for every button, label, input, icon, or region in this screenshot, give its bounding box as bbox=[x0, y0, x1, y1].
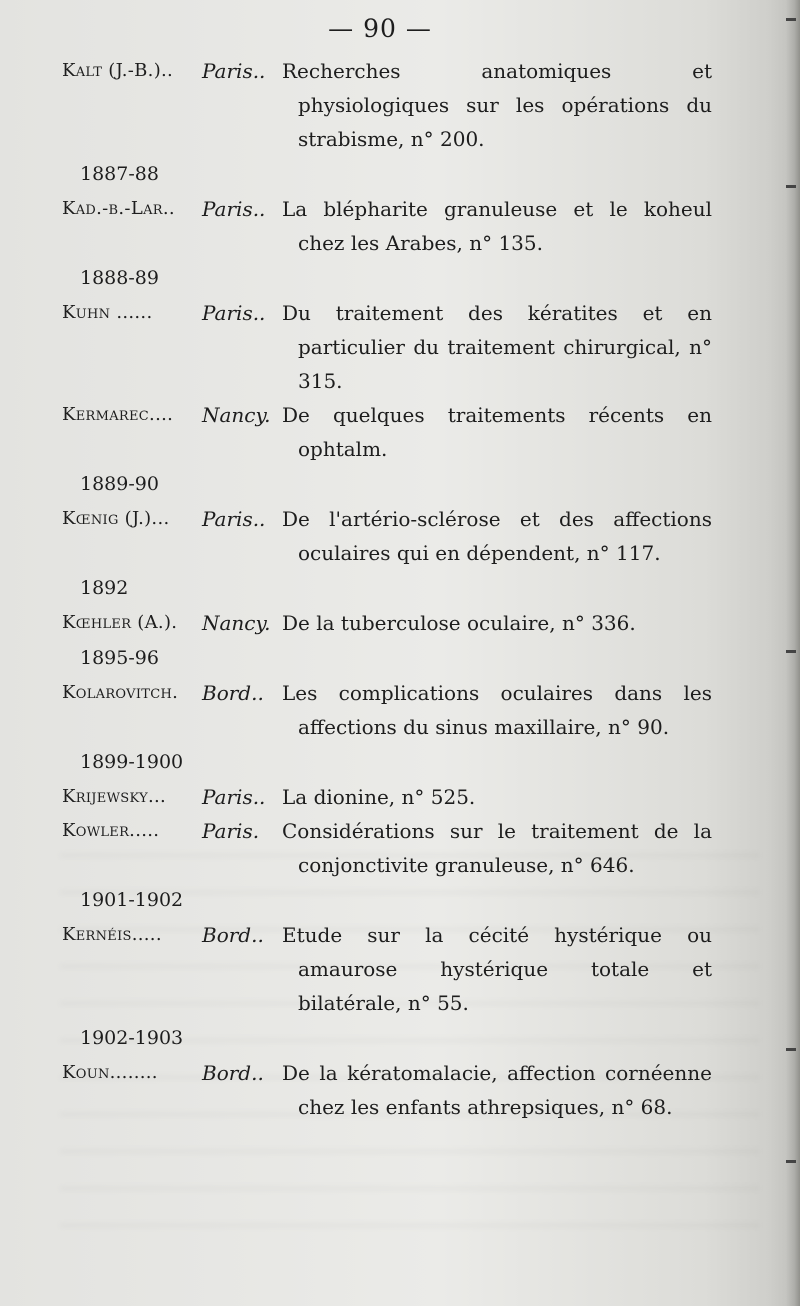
entry-title: De quelques traitements récents en ophtalm. bbox=[282, 403, 712, 461]
entry-title: De la tuberculose oculaire, n° 336. bbox=[282, 611, 636, 635]
entry-author: Krijewsky... bbox=[62, 786, 167, 807]
entry-author: Kad.-b.-Lar.. bbox=[62, 198, 175, 219]
year-heading: 1887-88 bbox=[80, 163, 159, 185]
entry-row bbox=[62, 502, 712, 570]
entry-author: Kowler..... bbox=[62, 820, 160, 841]
entry-row bbox=[62, 1056, 712, 1124]
margin-mark bbox=[786, 650, 796, 653]
entry-city: Paris.. bbox=[202, 507, 266, 531]
entry-city: Paris.. bbox=[202, 301, 266, 325]
entry-row bbox=[62, 814, 712, 882]
entry-city: Paris.. bbox=[202, 59, 266, 83]
entry-title: Considérations sur le traitement de la conjonctivite granuleuse, n° 646. bbox=[282, 819, 712, 877]
entry-title: Du traitement des kératites et en particulier du traitement chirurgical, n° 315. bbox=[282, 301, 712, 393]
entry-author: Kœhler (A.). bbox=[62, 612, 178, 633]
entry-title: Recherches anatomiques et physiologiques sur les opérations du strabisme, n° 200. bbox=[282, 59, 712, 151]
entry-author: Kermarec.... bbox=[62, 404, 174, 425]
entry-city: Paris. bbox=[202, 819, 260, 843]
entry-city: Paris.. bbox=[202, 197, 266, 221]
entry-author: Kolarovitch. bbox=[62, 682, 179, 703]
entry-row bbox=[62, 398, 712, 466]
entry-title: La dionine, n° 525. bbox=[282, 785, 476, 809]
year-heading: 1888-89 bbox=[80, 267, 159, 289]
entry-title: La blépharite granuleuse et le koheul chez les Arabes, n° 135. bbox=[282, 197, 712, 255]
entry-author: Kalt (J.-B.).. bbox=[62, 60, 174, 81]
entry-city: Nancy. bbox=[202, 403, 271, 427]
page-number: — 90 — bbox=[328, 14, 432, 43]
year-heading: 1892 bbox=[80, 577, 129, 599]
margin-mark bbox=[786, 185, 796, 188]
entry-row bbox=[62, 296, 712, 398]
entry-city: Bord.. bbox=[202, 923, 264, 947]
entry-row bbox=[62, 192, 712, 260]
page-edge-shadow bbox=[786, 0, 800, 1306]
margin-mark bbox=[786, 18, 796, 21]
entry-title: De la kératomalacie, affection cornéenne chez les enfants athrepsiques, n° 68. bbox=[282, 1061, 712, 1119]
entry-city: Bord.. bbox=[202, 681, 264, 705]
year-heading: 1899-1900 bbox=[80, 751, 184, 773]
entry-row bbox=[62, 918, 712, 1020]
year-heading: 1889-90 bbox=[80, 473, 159, 495]
entry-row bbox=[62, 676, 712, 744]
entry-title: De l'artério-sclérose et des affections oculaires qui en dépendent, n° 117. bbox=[282, 507, 712, 565]
entry-author: Koun........ bbox=[62, 1062, 158, 1083]
entry-row bbox=[62, 606, 712, 640]
entry-city: Paris.. bbox=[202, 785, 266, 809]
entry-author: Kernéis..... bbox=[62, 924, 162, 945]
margin-mark bbox=[786, 1160, 796, 1163]
entry-city: Bord.. bbox=[202, 1061, 264, 1085]
entry-author: Kuhn ...... bbox=[62, 302, 153, 323]
year-heading: 1901-1902 bbox=[80, 889, 184, 911]
margin-mark bbox=[786, 1048, 796, 1051]
entry-title: Les complications oculaires dans les affections du sinus maxillaire, n° 90. bbox=[282, 681, 712, 739]
entry-author: Kœnig (J.)... bbox=[62, 508, 170, 529]
year-heading: 1902-1903 bbox=[80, 1027, 184, 1049]
entry-row bbox=[62, 780, 712, 814]
entry-title: Etude sur la cécité hystérique ou amaurose hystérique totale et bilatérale, n° 55. bbox=[282, 923, 712, 1015]
entry-row bbox=[62, 54, 712, 156]
year-heading: 1895-96 bbox=[80, 647, 159, 669]
entry-city: Nancy. bbox=[202, 611, 271, 635]
bibliography-list bbox=[62, 54, 712, 1124]
